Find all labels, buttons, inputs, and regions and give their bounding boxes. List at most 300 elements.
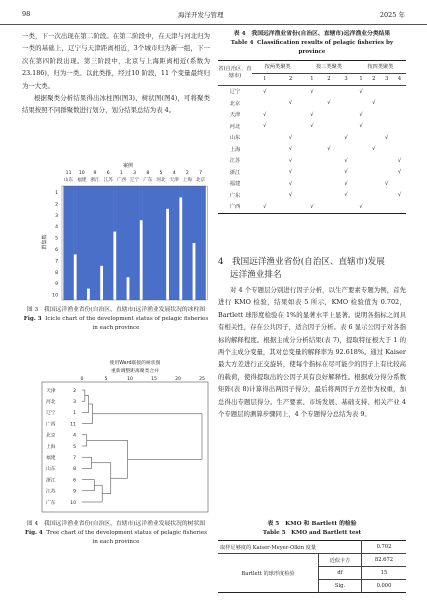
table-4-check-cell: [278, 144, 304, 156]
check-mark-icon: √: [263, 203, 267, 210]
table-5-sub-label: df: [319, 567, 362, 580]
table-4-check-cell: [393, 167, 406, 179]
table-4-title-zh: 表 4 我国远洋渔业省份(自治区、直辖市)远洋渔业分类结果: [233, 31, 391, 37]
check-mark-icon: √: [288, 169, 293, 176]
dendrogram-scale-tick: 20: [175, 377, 181, 382]
table-4-row: [218, 121, 406, 133]
table-4-check-cell: [367, 109, 380, 121]
dendrogram-leaf-number: 4: [73, 433, 76, 439]
table-4-check-cell: [278, 132, 304, 144]
table-4-check-cell: [320, 167, 337, 179]
table-4-check-cell: [278, 86, 304, 98]
table-4-check-cell: [278, 178, 304, 190]
icicle-item-bar: [90, 186, 100, 300]
dendrogram-leaf-name: 江苏: [46, 489, 56, 495]
table-4-title-en: [218, 39, 406, 57]
table-5-sub-value: 82.672: [374, 557, 394, 563]
icicle-item-bar: [182, 186, 192, 300]
table-4-check-cell: [380, 109, 393, 121]
icicle-column-number: 1: [119, 171, 123, 176]
table-4-check-cell: [320, 132, 337, 144]
table-4-check-cell: [252, 178, 278, 190]
dendrogram-leaf-name: 天津: [46, 388, 56, 394]
icicle-column-label: 广西: [116, 178, 127, 183]
table-4-check-cell: [320, 98, 337, 110]
table-4-block: [218, 30, 406, 214]
table-4-province-cell: 广西: [229, 204, 241, 211]
table-4-check-cell: [393, 121, 406, 133]
table-4-row: [218, 178, 406, 190]
dendrogram-leaf-number: 11: [70, 422, 76, 428]
check-mark-icon: √: [288, 192, 293, 199]
icicle-column-number: 5: [159, 171, 163, 176]
icicle-y-tick: 2: [55, 202, 58, 208]
dendrogram-title: 使用Ward联接的树状图: [109, 361, 161, 366]
check-mark-icon: √: [359, 123, 363, 130]
left-column: [22, 30, 210, 117]
icicle-item-bar: [77, 186, 87, 300]
dendrogram-leaf-number: 8: [73, 467, 76, 473]
journal-year: 2025 年: [379, 11, 405, 19]
table-4-check-cell: [337, 201, 354, 213]
icicle-item-bar: [103, 186, 113, 300]
table-4-row: [218, 144, 406, 156]
figure-4-label: Fig. 4: [24, 530, 43, 536]
dendrogram-leaf-number: 9: [73, 489, 76, 495]
table-4-province-header: 省(自治区、直辖市): [218, 61, 252, 86]
icicle-item-bar: [129, 186, 139, 300]
check-mark-icon: √: [327, 100, 331, 107]
dendrogram-leaf-name: 广西: [46, 422, 56, 428]
table-4-check-cell: [393, 98, 406, 110]
icicle-column-number: 8: [146, 171, 150, 176]
table-4-check-cell: [337, 167, 354, 179]
table-4-check-cell: [303, 190, 320, 202]
table-4-label: Table 4: [230, 40, 254, 46]
table-4-check-cell: [380, 86, 393, 98]
icicle-column-label: 北京: [195, 178, 206, 183]
dendrogram-leaf-number: 7: [73, 456, 76, 461]
icicle-y-tick: 3: [55, 213, 58, 219]
table-4-check-cell: [393, 144, 406, 156]
icicle-column-number: 11: [65, 171, 72, 176]
table-5-row-chi: [218, 554, 406, 567]
table-4-subheader: 1: [359, 76, 363, 83]
table-4-check-cell: [355, 98, 368, 110]
table-4-check-cell: [355, 201, 368, 213]
check-mark-icon: √: [384, 134, 389, 141]
table-5-title-zh: 表 5 KMO 和 Bartlett 的检验: [267, 521, 357, 527]
dendrogram-scale-tick: 10: [127, 377, 133, 382]
table-4-check-cell: [278, 201, 304, 213]
dendrogram-scale-tick: 0: [80, 377, 84, 382]
check-mark-icon: √: [288, 100, 293, 107]
icicle-column-number: 2: [185, 171, 189, 176]
icicle-column-label: 上海: [182, 178, 193, 183]
icicle-join-bar: [140, 186, 143, 220]
table-4-check-cell: [337, 86, 354, 98]
check-mark-icon: √: [310, 111, 314, 118]
table-4-check-cell: [355, 167, 368, 179]
table-4-province-cell: 广东: [229, 192, 241, 199]
icicle-item-bar: [63, 186, 73, 300]
table-4-check-cell: [303, 121, 320, 133]
icicle-y-tick: 8: [55, 270, 58, 276]
dendrogram-leaf-name: 北京: [46, 433, 56, 439]
table-4-subheader: 1: [263, 76, 267, 83]
dendrogram-leaf-number: 3: [73, 400, 76, 405]
table-4-check-cell: [303, 132, 320, 144]
icicle-column-number: 10: [78, 171, 85, 176]
icicle-join-bar: [166, 186, 169, 209]
icicle-y-tick: 7: [55, 259, 58, 265]
table-4-row: [218, 155, 406, 167]
section-4-heading-line-1: 4 我国远洋渔业省份(自治区、直辖市)发展: [218, 257, 385, 267]
check-mark-icon: √: [344, 134, 348, 141]
table-4-row: [218, 190, 406, 202]
dendrogram-frame: [42, 382, 208, 512]
table-4-subheader: 2: [372, 76, 376, 83]
table-4-province-cell: 上海: [229, 146, 241, 153]
dendrogram-leaf-number: 2: [73, 388, 76, 394]
table-4-subheader: 3: [344, 76, 348, 83]
check-mark-icon: √: [344, 180, 348, 187]
journal-title: 海洋开发与管理: [178, 11, 224, 19]
table-4-check-cell: [320, 178, 337, 190]
icicle-column-label: 山东: [63, 178, 74, 183]
table-4-check-cell: [367, 86, 380, 98]
table-5-sub-label: Sig.: [319, 580, 362, 593]
icicle-column-number: 9: [93, 171, 97, 176]
table-4-group-4: 按四类聚类: [355, 61, 406, 74]
section-4-body: [218, 284, 406, 420]
check-mark-icon: √: [288, 157, 293, 164]
dendrogram-leaf-number: 6: [73, 478, 76, 484]
table-4-check-cell: [380, 132, 393, 144]
section-4-paragraph-1: 对 4 个专题层分别进行因子分析，以生产要素专题为例，首先进行 KMO 检验，结果如表 5 所示，KMO 检验值为 0.702，Bartlett 球形度检验在 1%的显著水平上显著。说明各指标之间具有相关性，存在公共因子，适合因子分析。表 6 显示公因子对各指标的解释程度。根据主成分分析结果(表 7)，提取特征根大于 1 的两个主成分变量，其对总变量的解释率为 92.618%。通过 Kaiser 最大方差进行正交旋转，使每个指标在尽可能少的因子上有比较高的载荷，使得提取出的公因子具有良好解释性。根据成分得分系数矩阵(表 8)计算得出两因子得分，最后将两因子方差作为权重，加总得出专题层得分。生产要素、市场发展、基础支持、相关产业 4 个专题层的测算步骤同上，4 个专题得分总结为表 9。: [218, 286, 406, 419]
icicle-join-bar: [87, 186, 90, 289]
table-4-check-cell: [337, 121, 354, 133]
check-mark-icon: √: [344, 192, 348, 199]
dendrogram-subtitle: 重新调整距离聚类合并: [111, 369, 159, 374]
check-mark-icon: √: [359, 111, 363, 118]
table-5-sub-value: 0.000: [376, 583, 392, 589]
table-4-row: [218, 201, 406, 213]
icicle-join-bar: [192, 186, 195, 243]
dendrogram-svg: [40, 356, 210, 514]
table-4-check-cell: [252, 86, 278, 98]
table-4-subheader: 2: [288, 76, 293, 83]
table-4-check-cell: [367, 144, 380, 156]
table-4-check-cell: [393, 155, 406, 167]
table-4: [218, 60, 406, 214]
check-mark-icon: √: [359, 203, 363, 210]
table-4-province-cell: 北京: [229, 100, 241, 107]
table-4-check-cell: [380, 201, 393, 213]
table-4-check-cell: [337, 155, 354, 167]
table-4-check-cell: [380, 121, 393, 133]
table-4-check-cell: [278, 155, 304, 167]
table-4-subheader: 3: [384, 76, 389, 83]
table-4-check-cell: [303, 178, 320, 190]
icicle-column-number: 4: [172, 171, 176, 176]
table-4-check-cell: [393, 109, 406, 121]
table-4-check-cell: [380, 98, 393, 110]
icicle-item-bar: [169, 186, 179, 300]
table-4-check-cell: [337, 178, 354, 190]
table-4-check-cell: [252, 98, 278, 110]
icicle-y-tick: 4: [55, 225, 58, 231]
table-4-check-cell: [380, 178, 393, 190]
icicle-column-label: 浙江: [90, 178, 100, 183]
table-4-check-cell: [337, 190, 354, 202]
check-mark-icon: √: [397, 157, 402, 164]
table-4-check-cell: [303, 155, 320, 167]
icicle-item-bar: [195, 186, 205, 300]
table-4-province-cell: 辽宁: [229, 89, 241, 96]
figure-3-icicle-chart: [40, 160, 210, 302]
table-4-check-cell: [320, 155, 337, 167]
table-5-sub-label: 近似卡方: [319, 554, 362, 567]
table-5-sub-value: 15: [380, 570, 388, 576]
table-4-province-cell: 河北: [229, 123, 241, 130]
table-4-check-cell: [278, 109, 304, 121]
table-4-check-cell: [303, 167, 320, 179]
table-5-kmo-value: 0.702: [376, 544, 392, 550]
icicle-item-bar: [156, 186, 166, 300]
icicle-y-tick: 9: [55, 282, 58, 288]
icicle-chart-svg: [40, 160, 210, 302]
check-mark-icon: √: [288, 134, 293, 141]
table-4-check-cell: [278, 98, 304, 110]
icicle-join-bar: [74, 186, 77, 254]
icicle-column-label: 辽宁: [129, 178, 140, 183]
dendrogram-leaf-name: 河北: [46, 400, 56, 405]
table-4-check-cell: [303, 98, 320, 110]
icicle-column-label: 江苏: [103, 178, 113, 183]
table-4-check-cell: [367, 155, 380, 167]
table-4-province-cell: 浙江: [229, 169, 241, 176]
left-paragraph-1: 一类，下一次出现在第二阶段。在第二阶段中，在天津与河北归为一类的基础上，辽宁与天津距离相近，3个城市归为新一组，下一次在第四阶段出现。第三阶段中，北京与上海距离相近(系数为23.186)，归为一类。以此类推，经过10 阶段，11 个变量最终归为一大类。: [22, 32, 210, 90]
table-4-check-cell: [355, 109, 368, 121]
table-4-check-cell: [380, 144, 393, 156]
table-4-province-cell: 福建: [229, 181, 241, 188]
check-mark-icon: √: [263, 123, 267, 130]
table-4-check-cell: [367, 167, 380, 179]
table-4-check-cell: [320, 201, 337, 213]
table-4-check-cell: [367, 98, 380, 110]
table-4-check-cell: [367, 121, 380, 133]
table-4-row: [218, 132, 406, 144]
figure-4-caption-en: [22, 529, 210, 547]
icicle-item-bar: [143, 186, 153, 300]
table-4-check-cell: [393, 132, 406, 144]
table-4-check-cell: [320, 121, 337, 133]
table-4-check-cell: [380, 155, 393, 167]
table-4-check-cell: [355, 178, 368, 190]
table-4-check-cell: [355, 132, 368, 144]
table-4-check-cell: [355, 190, 368, 202]
table-4-check-cell: [337, 98, 354, 110]
dendrogram-scale-tick: 5: [104, 377, 108, 382]
check-mark-icon: √: [310, 88, 314, 95]
check-mark-icon: √: [310, 203, 314, 210]
figure-3-caption-en-text: Icicle chart of the development status of pelagic fisheries in each province: [45, 316, 209, 331]
check-mark-icon: √: [359, 88, 363, 95]
dendrogram-scale-tick: 15: [151, 377, 157, 382]
dendrogram-leaf-name: 辽宁: [46, 411, 56, 417]
table-4-check-cell: [393, 190, 406, 202]
icicle-y-tick: 6: [55, 247, 58, 253]
check-mark-icon: √: [263, 88, 267, 95]
table-4-check-cell: [367, 201, 380, 213]
dendrogram-leaf-name: 浙江: [46, 478, 56, 484]
table-4-group-2: 按两类聚类: [252, 61, 303, 74]
table-4-check-cell: [252, 144, 278, 156]
table-4-check-cell: [303, 201, 320, 213]
table-4-subheader: 1: [310, 76, 314, 83]
icicle-join-bar: [153, 186, 156, 300]
dendrogram-leaf-name: 福建: [46, 456, 56, 461]
table-4-check-cell: [367, 132, 380, 144]
icicle-y-tick: 10: [52, 293, 58, 299]
table-4-province-cell: 天津: [229, 112, 241, 119]
dendrogram-leaf-name: 山东: [46, 467, 56, 473]
table-4-row: [218, 167, 406, 179]
icicle-column-label: 福建: [77, 178, 87, 183]
figure-3-caption-zh: 图 3 我国远洋渔业省份(自治区、直辖市)远洋渔业发展状况的冰柱图: [26, 307, 206, 313]
table-4-check-cell: [393, 201, 406, 213]
dendrogram-leaf-number: 5: [73, 444, 76, 450]
table-4-check-cell: [393, 86, 406, 98]
dendrogram-leaf-name: 广东: [46, 500, 56, 506]
table-4-check-cell: [278, 121, 304, 133]
icicle-column-label: 天津: [169, 178, 179, 183]
table-4-province-cell: 江苏: [229, 158, 241, 165]
icicle-column-number: 6: [106, 171, 110, 176]
icicle-y-tick: 1: [55, 190, 58, 196]
dendrogram-leaf-number: 1: [73, 411, 76, 417]
icicle-join-bar: [179, 186, 182, 197]
icicle-column-label: 广东: [143, 178, 153, 183]
table-4-check-cell: [320, 109, 337, 121]
table-4-check-cell: [355, 86, 368, 98]
table-4-check-cell: [252, 201, 278, 213]
check-mark-icon: √: [288, 146, 293, 153]
figure-4-caption-en-text: Tree chart of the development status of pelagic fisheries in each province: [46, 530, 208, 545]
figure-3-label: Fig. 3: [23, 316, 42, 322]
table-4-check-cell: [320, 86, 337, 98]
check-mark-icon: √: [397, 169, 402, 176]
figure-3-caption-en: [22, 315, 210, 333]
check-mark-icon: √: [384, 180, 389, 187]
table-4-check-cell: [393, 178, 406, 190]
section-4-heading-line-2: 远洋渔业排名: [230, 270, 282, 280]
table-4-check-cell: [252, 109, 278, 121]
check-mark-icon: √: [263, 111, 267, 118]
check-mark-icon: √: [288, 180, 293, 187]
table-4-check-cell: [355, 144, 368, 156]
icicle-join-bar: [126, 186, 129, 277]
table-4-check-cell: [252, 167, 278, 179]
icicle-title: 案例: [122, 163, 134, 169]
dendrogram-scale-tick: 25: [199, 377, 205, 382]
table-4-check-cell: [337, 132, 354, 144]
table-4-check-cell: [252, 132, 278, 144]
table-4-check-cell: [320, 190, 337, 202]
table-4-group-3: 按三类聚类: [303, 61, 354, 74]
icicle-join-bar: [100, 186, 103, 266]
table-4-row: [218, 109, 406, 121]
icicle-y-axis-label: 群集数: [42, 234, 48, 250]
table-4-check-cell: [303, 86, 320, 98]
check-mark-icon: √: [310, 123, 314, 130]
icicle-column-label: 河北: [156, 178, 166, 183]
table-4-check-cell: [367, 178, 380, 190]
icicle-y-tick: 5: [55, 236, 58, 242]
table-4-check-cell: [380, 167, 393, 179]
table-4-check-cell: [278, 190, 304, 202]
left-paragraph-2: 根据聚类分析结果得出冰柱图(图3)、树状图(图4)，可将聚类结果按照不同群聚数进行划分，划分结果总结为表 4。: [22, 94, 210, 115]
check-mark-icon: √: [397, 192, 402, 199]
table-4-check-cell: [303, 144, 320, 156]
table-4-check-cell: [252, 155, 278, 167]
table-5-row-kmo: [218, 541, 406, 554]
table-4-check-cell: [337, 144, 354, 156]
table-4-check-cell: [337, 109, 354, 121]
table-4-check-cell: [303, 109, 320, 121]
check-mark-icon: √: [372, 146, 376, 153]
table-4-subheader: 4: [397, 76, 402, 83]
icicle-column-number: 7: [199, 171, 203, 176]
figure-4-dendrogram: [40, 356, 210, 514]
figure-4-caption: [22, 520, 210, 547]
icicle-join-bar: [113, 186, 116, 232]
table-4-check-cell: [367, 190, 380, 202]
table-5-bartlett-label: Bartlett 的球形度检验: [218, 554, 319, 593]
table-4-province-cell: 山东: [229, 135, 241, 142]
table-4-row: [218, 98, 406, 110]
table-4-subheader: 2: [327, 76, 331, 83]
check-mark-icon: √: [372, 100, 376, 107]
table-5-title-en: Table 5 KMO and Bartlett test: [262, 530, 362, 536]
check-mark-icon: √: [344, 157, 348, 164]
table-5: [218, 540, 406, 593]
table-5-block: [218, 520, 406, 593]
dendrogram-leaf-name: 上海: [46, 444, 56, 450]
page-header: [0, 0, 427, 25]
icicle-item-bar: [116, 186, 126, 300]
table-4-check-cell: [355, 155, 368, 167]
figure-4-caption-zh: 图 4 我国远洋渔业省份(自治区、直辖市)远洋渔业发展状况的树状图: [26, 521, 206, 527]
table-4-check-cell: [380, 190, 393, 202]
icicle-column-number: 3: [133, 171, 137, 176]
table-4-check-cell: [252, 190, 278, 202]
section-4: [218, 256, 406, 420]
check-mark-icon: √: [327, 146, 331, 153]
table-4-check-cell: [278, 167, 304, 179]
figure-3-caption: [22, 306, 210, 333]
table-5-kmo-label: 取样足够度的 Kaiser-Meyer-Olkin 度量: [218, 541, 362, 554]
table-4-check-cell: [320, 144, 337, 156]
table-4-row: [218, 86, 406, 98]
table-4-check-cell: [252, 121, 278, 133]
table-4-title-en-text: Classification results of pelagic fisheries by province: [257, 40, 394, 55]
table-4-check-cell: [355, 121, 368, 133]
dendrogram-leaf-number: 10: [70, 500, 76, 506]
page-number: 98: [22, 10, 31, 18]
check-mark-icon: √: [344, 169, 348, 176]
